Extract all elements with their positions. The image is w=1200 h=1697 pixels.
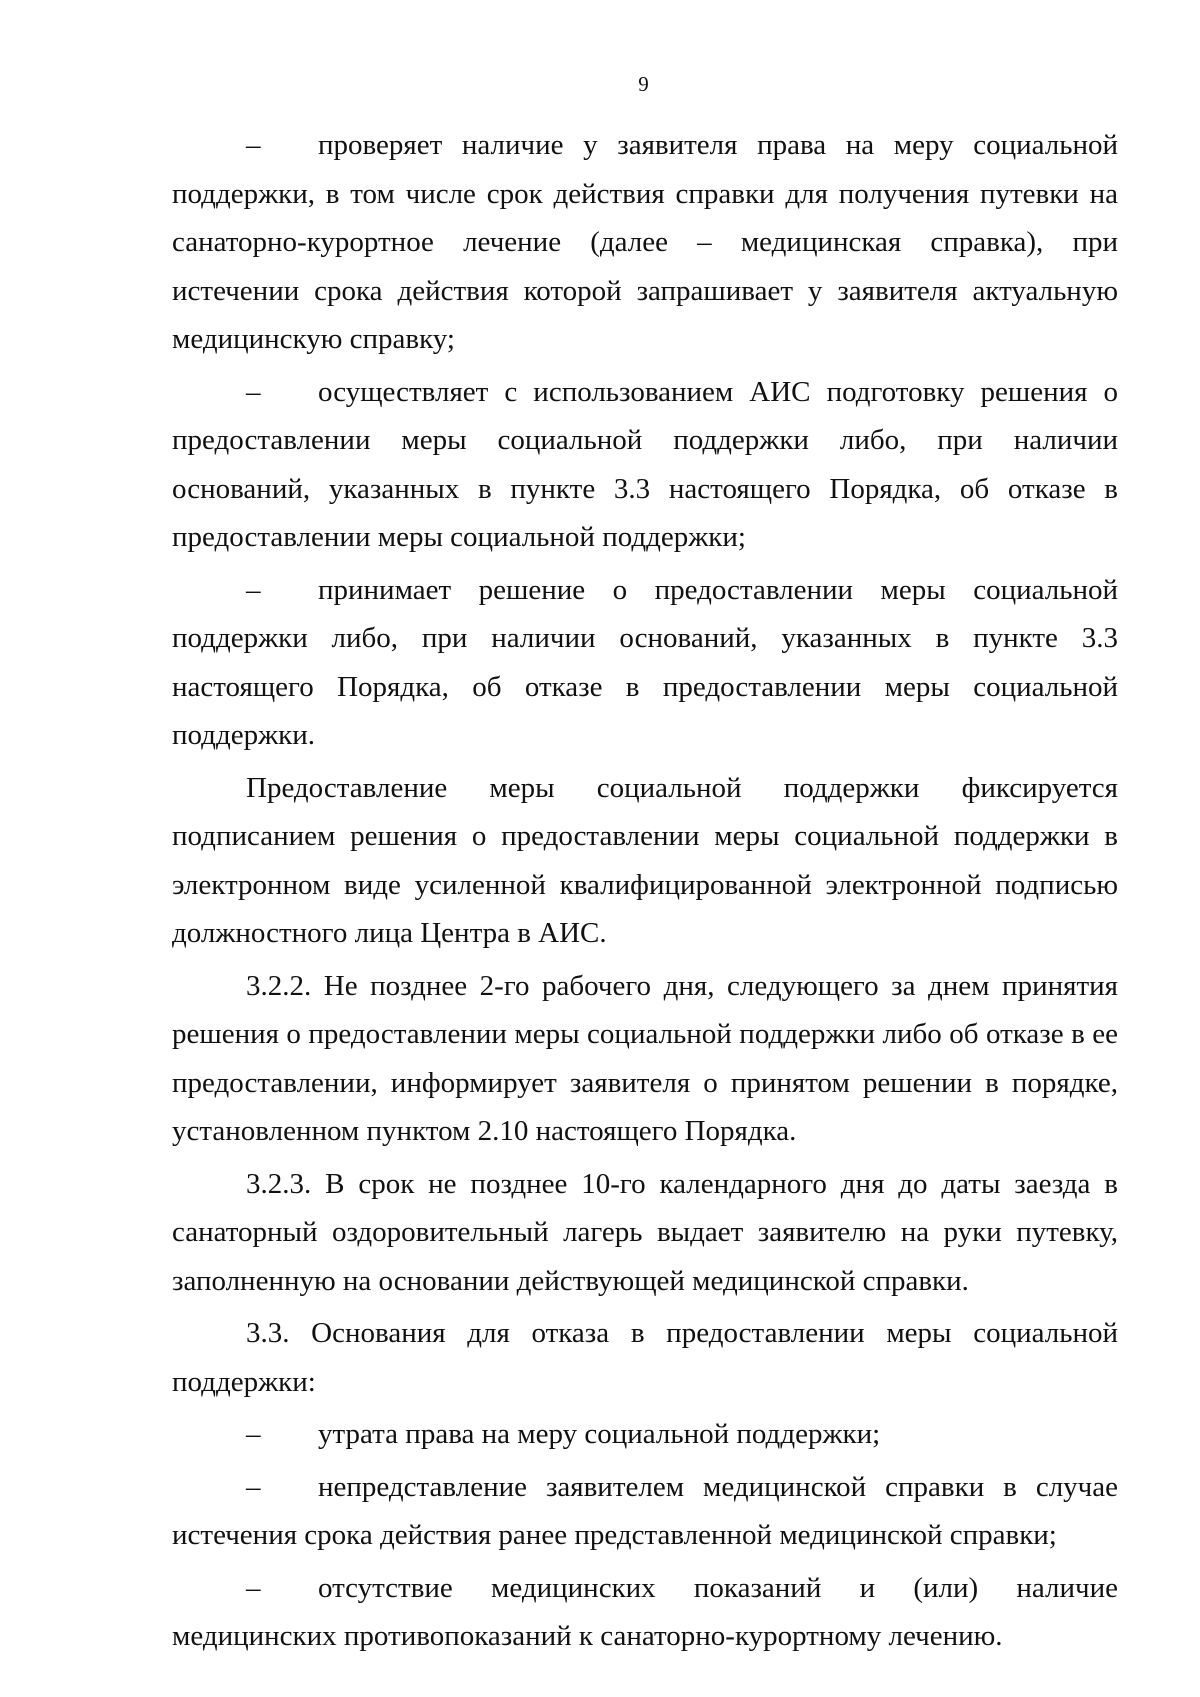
bullet-paragraph	[172, 368, 1118, 562]
bullet-paragraph	[172, 121, 1118, 364]
clause-3-3: 3.3. Основания для отказа в предоставлении меры социальной поддержки:	[172, 1317, 1118, 1398]
page-number: 9	[638, 72, 649, 96]
bullet-paragraph	[172, 1564, 1118, 1661]
dash-marker: –	[246, 375, 261, 408]
dash-marker: –	[246, 129, 261, 161]
paragraph-text: утрата права на меру социальной поддержки;	[318, 1418, 881, 1450]
dash-marker: –	[246, 1470, 261, 1503]
dash-marker: –	[246, 1418, 261, 1450]
clause-3-2-2: 3.2.2. Не позднее 2-го рабочего дня, следующего за днем принятия решения о предоставлении меры социальной поддержки либо об отказе в ее предоставлении, информирует заявителя о принятом решении в порядке, установленном пунктом 2.10 настоящего Порядка.	[172, 969, 1118, 1147]
paragraph-text: непредставление заявителем медицинской справки в случае истечения срока действия ранее представленной медицинской справки;	[172, 1470, 1118, 1551]
dash-marker: –	[246, 1571, 261, 1604]
paragraph-text: проверяет наличие у заявителя права на меру социальной поддержки, в том числе срок действия справки для получения путевки на санаторно-курортное лечение (далее – медицинская справка), при истечении срока действия которой запрашивает у заявителя актуальную медицинскую справку;	[172, 129, 1118, 355]
dash-marker: –	[246, 573, 261, 606]
bullet-paragraph	[172, 1463, 1118, 1560]
bullet-paragraph	[172, 566, 1118, 760]
text-paragraph: Предоставление меры социальной поддержки фиксируется подписанием решения о предоставлении меры социальной поддержки в электронном виде усиленной квалифицированной электронной подписью должностного лица Центра в АИС.	[172, 771, 1118, 949]
paragraph-text: отсутствие медицинских показаний и (или) наличие медицинских противопоказаний к санаторно-курортному лечению.	[172, 1571, 1118, 1652]
paragraph-text: принимает решение о предоставлении меры социальной поддержки либо, при наличии оснований, указанных в пункте 3.3 настоящего Порядка, об отказе в предоставлении меры социальной поддержки.	[172, 573, 1118, 751]
paragraph-text: осуществляет с использованием АИС подготовку решения о предоставлении меры социальной поддержки либо, при наличии оснований, указанных в пункте 3.3 настоящего Порядка, об отказе в предоставлении меры социальной поддержки;	[172, 375, 1118, 553]
bullet-paragraph	[172, 1410, 1118, 1459]
clause-3-2-3: 3.2.3. В срок не позднее 10-го календарного дня до даты заезда в санаторный оздоровительный лагерь выдает заявителю на руки путевку, заполненную на основании действующей медицинской справки.	[172, 1167, 1118, 1297]
document-body	[172, 121, 1118, 1665]
